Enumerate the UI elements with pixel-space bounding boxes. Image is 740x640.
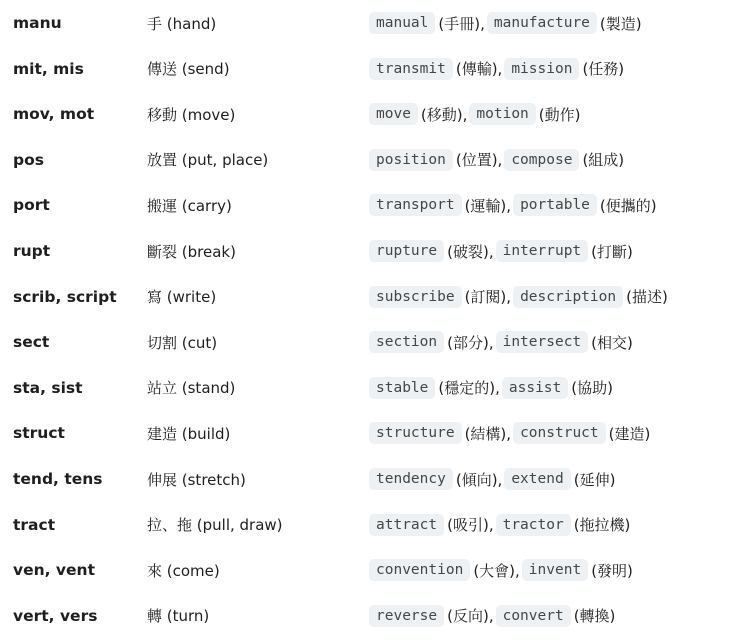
root-cell: tend, tens [13,470,103,488]
example-word: mission [504,58,579,80]
example-gloss: (組成) [582,151,625,170]
example-word: portable [513,194,597,216]
table-row [0,365,740,411]
table-row [0,0,740,46]
example-word: interrupt [496,240,589,262]
example-gloss: (發明) [591,561,633,580]
meaning-cell: 寫 (write) [147,288,217,307]
example-word: manufacture [487,12,597,34]
example-word: position [369,149,453,171]
example-gloss: (任務) [582,60,625,79]
root-cell: scrib, script [13,287,117,306]
examples-cell [369,468,617,490]
examples-cell [369,377,615,399]
example-gloss: (手冊), [438,14,485,33]
root-cell: rupt [13,242,51,260]
example-gloss: (破裂), [447,242,494,261]
root-cell: ven, vent [13,561,95,580]
example-gloss: (轉換) [573,607,616,626]
table-row [0,274,740,320]
example-gloss: (動作) [538,105,581,124]
table-row [0,46,740,92]
examples-cell [369,103,583,125]
example-word: manual [369,12,435,34]
table-row [0,547,740,593]
example-gloss: (位置), [455,151,503,170]
meaning-cell: 建造 (build) [147,424,231,443]
example-word: move [369,103,418,125]
meaning-cell: 斷裂 (break) [147,242,236,261]
meaning-cell: 伸展 (stretch) [147,470,246,489]
example-word: description [513,286,623,308]
example-word: section [369,331,444,353]
meaning-cell: 搬運 (carry) [147,196,232,215]
examples-cell [369,58,626,80]
example-word: attract [369,514,444,536]
examples-cell [369,12,644,34]
root-cell: struct [13,424,65,443]
example-gloss: (協助) [571,379,613,398]
example-gloss: (移動), [420,105,468,124]
meaning-cell: 來 (come) [147,561,220,580]
example-word: tendency [369,468,453,490]
example-word: assist [502,377,568,399]
meaning-cell: 切割 (cut) [147,333,218,352]
example-word: extend [504,468,570,490]
example-gloss: (打斷) [591,242,633,261]
examples-cell [369,422,652,444]
root-cell: tract [13,515,56,534]
example-word: construct [513,422,606,444]
example-gloss: (描述) [626,288,668,307]
example-gloss: (便攜的) [599,196,657,215]
root-cell: port [13,196,50,215]
example-word: tractor [496,514,571,536]
meaning-cell: 移動 (move) [147,105,236,124]
meaning-cell: 拉、拖 (pull, draw) [147,516,283,535]
examples-cell [369,240,635,262]
example-gloss: (延伸) [573,470,616,489]
example-gloss: (相交) [591,333,633,352]
example-word: convention [369,559,470,581]
example-word: reverse [369,605,444,627]
example-word: motion [469,103,535,125]
table-row [0,182,740,228]
table-row [0,502,740,548]
example-gloss: (大會), [473,561,520,580]
meaning-cell: 傳送 (send) [147,60,230,79]
example-gloss: (運輸), [464,196,512,215]
root-cell: mit, mis [13,59,84,78]
example-gloss: (建造) [608,424,651,443]
example-gloss: (訂閱), [464,288,512,307]
example-word: stable [369,377,435,399]
root-cell: sta, sist [13,378,83,397]
example-gloss: (吸引), [447,516,494,535]
example-gloss: (穩定的), [438,379,500,398]
example-gloss: (製造) [599,14,642,33]
examples-cell [369,194,659,216]
example-gloss: (部分), [447,333,494,352]
table-row [0,91,740,137]
examples-cell [369,514,632,536]
example-word: structure [369,422,462,444]
table-row [0,319,740,365]
root-cell: sect [13,333,50,352]
meaning-cell: 站立 (stand) [147,379,236,398]
examples-cell [369,331,635,353]
example-gloss: (反向), [447,607,494,626]
example-word: invent [522,559,588,581]
table-row [0,593,740,639]
example-gloss: (傾向), [455,470,503,489]
table-row [0,456,740,502]
root-cell: pos [13,150,44,169]
example-word: transport [369,194,462,216]
example-gloss: (傳輸), [455,60,503,79]
example-word: convert [496,605,571,627]
example-word: rupture [369,240,444,262]
root-cell: vert, vers [13,606,98,625]
meaning-cell: 放置 (put, place) [147,151,269,170]
examples-cell [369,149,626,171]
table-row [0,137,740,183]
example-word: intersect [496,331,589,353]
example-gloss: (拖拉機) [573,516,631,535]
table-row [0,228,740,274]
examples-cell [369,605,617,627]
root-cell: manu [13,14,62,32]
meaning-cell: 轉 (turn) [147,607,210,626]
meaning-cell: 手 (hand) [147,14,217,33]
example-word: subscribe [369,286,462,308]
table-row [0,410,740,456]
examples-cell [369,286,670,308]
example-gloss: (結構), [464,424,512,443]
example-word: compose [504,149,579,171]
examples-cell [369,559,635,581]
example-word: transmit [369,58,453,80]
root-cell: mov, mot [13,105,95,124]
